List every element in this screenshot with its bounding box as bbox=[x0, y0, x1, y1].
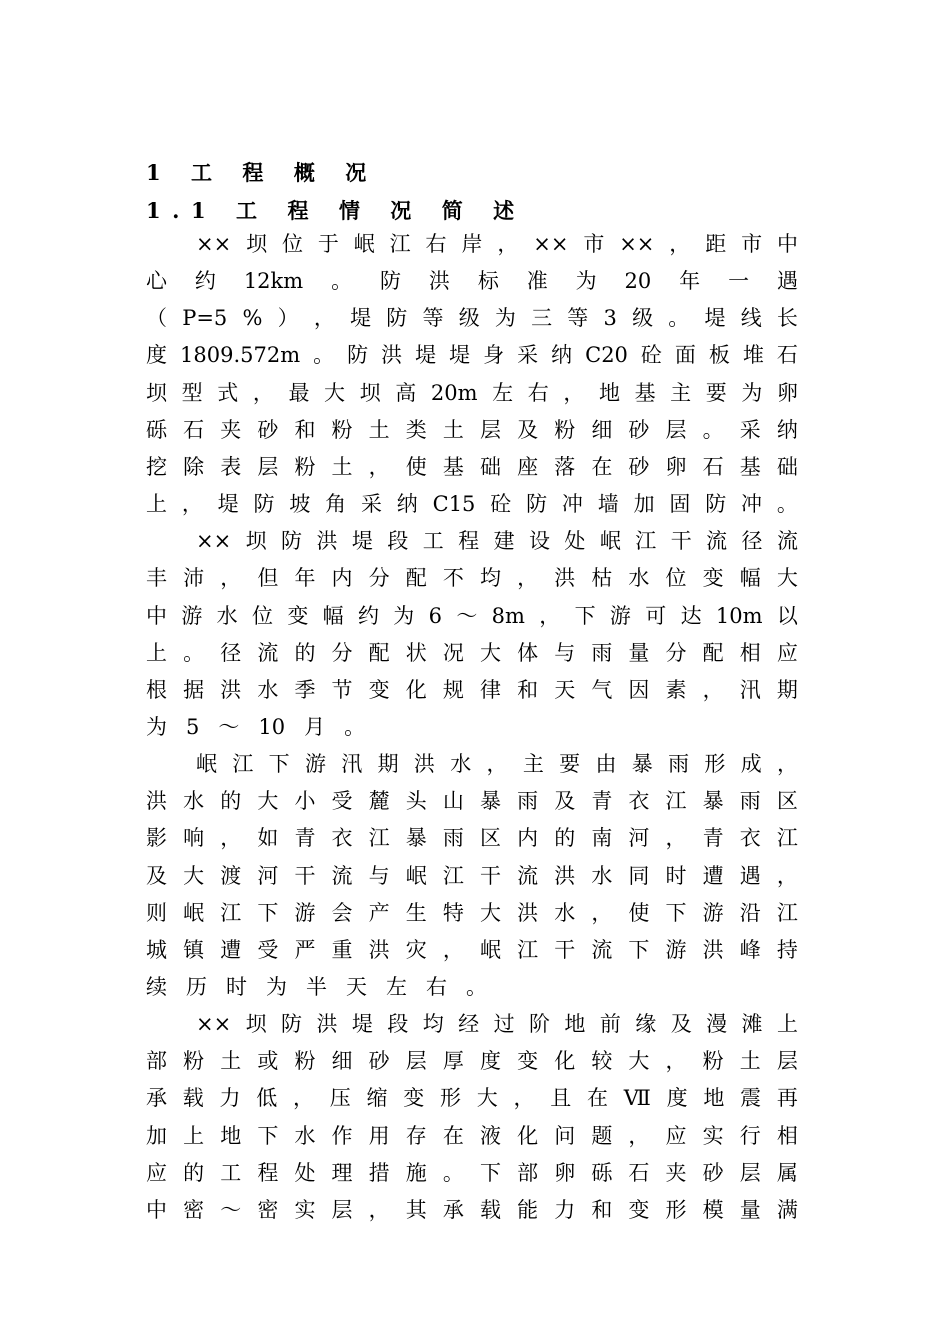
text-line: 中 密 ～ 密 实 层 ， 其 承 载 能 力 和 变 形 模 量 满 bbox=[146, 1198, 798, 1222]
text-line: 及 大 渡 河 干 流 与 岷 江 干 流 洪 水 同 时 遭 遇 ， bbox=[146, 864, 798, 888]
text-line: 加 上 地 下 水 作 用 存 在 液 化 问 题 ， 应 实 行 相 bbox=[146, 1124, 798, 1148]
text-line: 应 的 工 程 处 理 措 施 。 下 部 卵 砾 石 夹 砂 层 属 bbox=[146, 1161, 798, 1185]
text-line: 部 粉 土 或 粉 细 砂 层 厚 度 变 化 较 大 ， 粉 土 层 bbox=[146, 1049, 798, 1073]
subsection-heading: 1.1 工 程 情 况 简 述 bbox=[146, 198, 526, 223]
text-line: 中 游 水 位 变 幅 约 为 6 ～ 8m ， 下 游 可 达 10m 以 bbox=[146, 604, 798, 628]
text-line: 洪 水 的 大 小 受 麓 头 山 暴 雨 及 青 衣 江 暴 雨 区 bbox=[146, 789, 798, 813]
text-line: ×× 坝 防 洪 堤 段 均 经 过 阶 地 前 缘 及 漫 滩 上 bbox=[196, 1012, 798, 1036]
text-line: 上 。 径 流 的 分 配 状 况 大 体 与 雨 量 分 配 相 应 bbox=[146, 641, 798, 665]
text-line: ×× 坝 防 洪 堤 段 工 程 建 设 处 岷 江 干 流 径 流 bbox=[196, 529, 798, 553]
text-line: 根 据 洪 水 季 节 变 化 规 律 和 天 气 因 素 ， 汛 期 bbox=[146, 678, 798, 702]
text-line: 砾 石 夹 砂 和 粉 土 类 土 层 及 粉 细 砂 层 。 采 纳 bbox=[146, 418, 798, 442]
section-heading: 1 工 程 概 况 bbox=[146, 160, 378, 185]
text-line: 度 1809.572m 。 防 洪 堤 堤 身 采 纳 C20 砼 面 板 堆 石 bbox=[146, 343, 798, 367]
text-line: （ P=5 % ） ， 堤 防 等 级 为 三 等 3 级 。 堤 线 长 bbox=[146, 306, 798, 330]
text-line: 上 ， 堤 防 坡 角 采 纳 C15 砼 防 冲 墙 加 固 防 冲 。 bbox=[146, 492, 798, 516]
text-line: 城 镇 遭 受 严 重 洪 灾 ， 岷 江 干 流 下 游 洪 峰 持 bbox=[146, 938, 798, 962]
text-line: 影 响 ， 如 青 衣 江 暴 雨 区 内 的 南 河 ， 青 衣 江 bbox=[146, 826, 798, 850]
text-line: 承 载 力 低 ， 压 缩 变 形 大 ， 且 在 Ⅶ 度 地 震 再 bbox=[146, 1086, 798, 1110]
text-line: 坝 型 式 ， 最 大 坝 高 20m 左 右 ， 地 基 主 要 为 卵 bbox=[146, 381, 798, 405]
text-line: 丰 沛 ， 但 年 内 分 配 不 均 ， 洪 枯 水 位 变 幅 大 bbox=[146, 566, 798, 590]
text-line: ×× 坝 位 于 岷 江 右 岸 ， ×× 市 ×× ， 距 市 中 bbox=[196, 232, 798, 256]
text-line: 心 约 12km 。 防 洪 标 准 为 20 年 一 遇 bbox=[146, 269, 798, 293]
text-line: 为 5 ～ 10 月 。 bbox=[146, 715, 366, 739]
text-line: 续 历 时 为 半 天 左 右 。 bbox=[146, 975, 487, 999]
text-line: 岷 江 下 游 汛 期 洪 水 ， 主 要 由 暴 雨 形 成 ， bbox=[196, 752, 798, 776]
text-line: 挖 除 表 层 粉 土 ， 使 基 础 座 落 在 砂 卵 石 基 础 bbox=[146, 455, 798, 479]
text-line: 则 岷 江 下 游 会 产 生 特 大 洪 水 ， 使 下 游 沿 江 bbox=[146, 901, 798, 925]
